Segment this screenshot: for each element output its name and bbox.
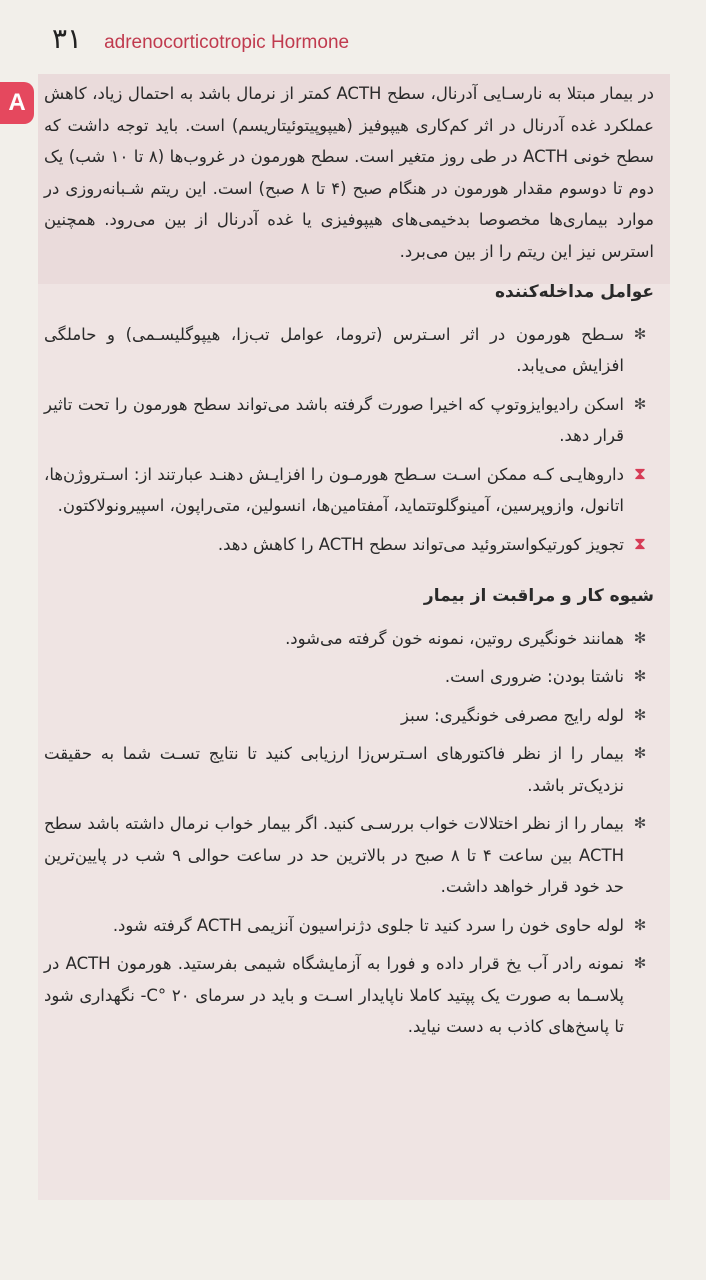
list-item-text: لوله حاوی خون را سرد کنید تا جلوی دژنراسیون آنزیمی ACTH گرفته شود. [112, 915, 624, 935]
page-number: ۳۱ [52, 22, 83, 55]
list-item-text: نمونه رادر آب یخ قرار داده و فورا به آزمایشگاه شیمی بفرستید. هورمون ACTH در پلاسـما به صورت یک پپتید کاملا ناپایدار اسـت و باید در سرمای C° ۲۰- نگهداری شود تا پاسخ‌های کاذب به دست نیاید. [44, 954, 625, 1036]
section-tab: A [0, 82, 34, 124]
list-item [44, 948, 654, 1043]
list-item [44, 910, 654, 942]
list-item [44, 808, 654, 903]
list-item [44, 738, 654, 801]
list-item-text: سـطح هورمون در اثر اسـترس (تروما، عوامل تب‌زا، هیپوگلیسـمی) و حاملگی افزایش می‌یابد. [44, 324, 624, 375]
list-item-text: لوله رایج مصرفی خونگیری: سبز [401, 705, 624, 725]
intro-paragraph: در بیمار مبتلا به نارسـایی آدرنال، سطح ACTH کمتر از نرمال باشد به احتمال زیاد، کاهش عملکرد غده آدرنال در اثر کم‌کاری هیپوفیز (هیپوپیتوئیتاریسم) است. باید توجه داشت که سطح خونی ACTH در طی روز متغیر است. سطح هورمون در غروب‌ها (۸ تا ۱۰ شب) یک دوم تا دوسوم مقدار هورمون در هنگام صبح (۴ تا ۸ صبح) است. این ریتم شـبانه‌روزی در موارد بیماری‌ها مخصوصا بدخیمی‌های هیپوفیزی یا غده آدرنال از بین می‌رود. همچنین استرس نیز این ریتم را از بین می‌برد. [44, 84, 655, 261]
list-item [44, 529, 654, 561]
hourglass-bullet-icon: ⧗ [634, 463, 646, 484]
list-item-text: بیمار را از نظر اختلالات خواب بررسـی کنید. اگر بیمار خواب نرمال داشته باشد سطح ACTH بین ساعت ۴ تا ۸ صبح در بالاترین حد در ساعت حوالی ۹ شب در پایین‌ترین حد خود قرار خواهد داشت. [44, 814, 624, 896]
running-title: adrenocorticotropic Hormone [104, 32, 350, 53]
list-item-text: بیمار را از نظر فاکتورهای اسـترس‌زا ارزیابی کنید تا نتایج تسـت شما به حقیقت نزدیک‌تر باشد. [44, 744, 624, 795]
procedure-heading: شیوه کار و مراقبت از بیمار [423, 586, 654, 606]
procedure-list [44, 623, 654, 1043]
page-content [44, 78, 654, 1050]
asterisk-bullet-icon: ✻ [633, 324, 647, 343]
list-item-text: ناشتا بودن: ضروری است. [444, 667, 624, 686]
asterisk-bullet-icon: ✻ [633, 744, 647, 762]
asterisk-bullet-icon: ✻ [633, 954, 647, 972]
asterisk-bullet-icon: ✻ [633, 915, 647, 934]
list-item [44, 319, 654, 382]
list-item [44, 459, 654, 522]
list-item-text: اسکن رادیوایزوتوپ که اخیرا صورت گرفته باشد می‌تواند سطح هورمون را تحت تاثیر قرار دهد. [44, 394, 624, 445]
interfering-factors-list [44, 319, 654, 561]
list-item-text: داروهایـی کـه ممکن اسـت سـطح هورمـون را افزایـش دهنـد عبارتند از: اسـتروژن‌ها، اتانول، وازوپرسین، آمینوگلوتتماید، آمفتامین‌ها، انسولین، متی‌راپون، اسپیرونولاکتون. [44, 464, 624, 515]
asterisk-bullet-icon: ✻ [633, 628, 647, 647]
list-item [44, 623, 654, 655]
asterisk-bullet-icon: ✻ [633, 394, 647, 413]
list-item [44, 661, 654, 693]
list-item-text: تجویز کورتیکواستروئید می‌تواند سطح ACTH را کاهش دهد. [217, 534, 624, 554]
list-item [44, 700, 654, 732]
hourglass-bullet-icon: ⧗ [634, 533, 646, 554]
asterisk-bullet-icon: ✻ [633, 705, 647, 724]
asterisk-bullet-icon: ✻ [633, 667, 647, 685]
interfering-factors-heading: عوامل مداخله‌کننده [494, 282, 654, 302]
asterisk-bullet-icon: ✻ [633, 814, 647, 832]
list-item [44, 389, 654, 452]
list-item-text: همانند خونگیری روتین، نمونه خون گرفته می‌شود. [285, 628, 624, 648]
page-header [52, 22, 666, 58]
